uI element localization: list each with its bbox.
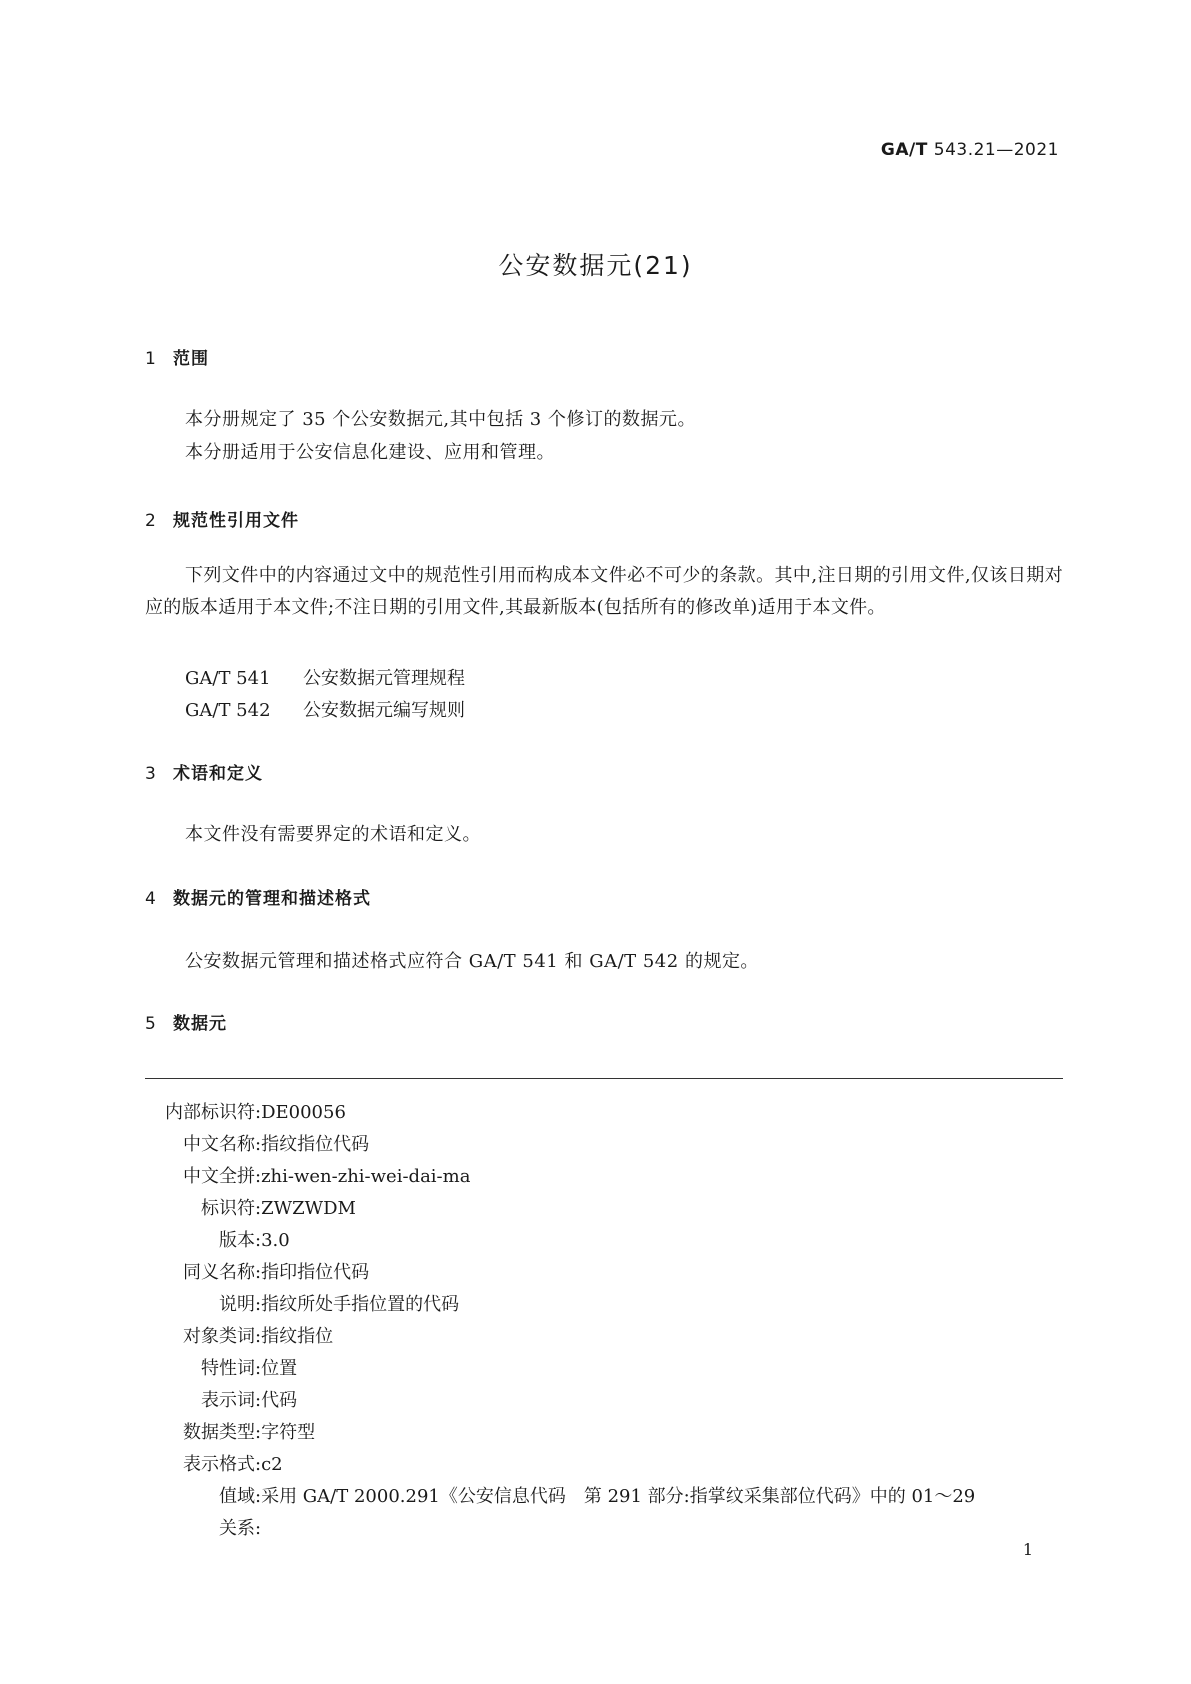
- field-separator: :: [255, 1262, 262, 1283]
- scope-paragraph-2: 本分册适用于公安信息化建设、应用和管理。: [185, 442, 555, 463]
- field-label: 值域: [219, 1486, 255, 1507]
- field-label: 数据类型: [183, 1422, 255, 1443]
- field-value: ZWZWDM: [261, 1198, 356, 1219]
- field-value-domain: [145, 1482, 975, 1508]
- standard-prefix: GA/T: [880, 140, 928, 160]
- section-title: 术语和定义: [173, 764, 263, 784]
- field-separator: :: [255, 1134, 262, 1155]
- field-description: [145, 1290, 459, 1316]
- field-value: c2: [261, 1454, 283, 1475]
- field-label: 表示词: [201, 1390, 255, 1411]
- field-value: 指印指位代码: [261, 1262, 370, 1283]
- field-format: [145, 1450, 283, 1476]
- field-label: 说明: [219, 1294, 255, 1315]
- field-property: [145, 1354, 297, 1380]
- field-synonym: [145, 1258, 369, 1284]
- field-value: 指纹所处手指位置的代码: [261, 1294, 460, 1315]
- section-heading-scope: [145, 344, 209, 369]
- standard-number: [881, 140, 1059, 160]
- field-separator: :: [255, 1326, 262, 1347]
- field-separator: :: [255, 1390, 262, 1411]
- management-paragraph: 公安数据元管理和描述格式应符合 GA/T 541 和 GA/T 542 的规定。: [185, 951, 759, 972]
- field-separator: :: [255, 1294, 262, 1315]
- field-value: 指纹指位代码: [261, 1134, 370, 1155]
- field-separator: :: [255, 1454, 262, 1475]
- field-label: 内部标识符: [165, 1102, 255, 1123]
- section-title: 数据元的管理和描述格式: [173, 889, 371, 909]
- section-number: 4: [145, 889, 157, 909]
- field-representation-term: [145, 1386, 297, 1412]
- divider: [145, 1078, 1063, 1079]
- field-value: 字符型: [261, 1422, 316, 1443]
- field-separator: :: [255, 1166, 262, 1187]
- page-title: 公安数据元(21): [498, 251, 693, 280]
- field-value: 代码: [261, 1390, 298, 1411]
- field-label: 中文名称: [183, 1134, 255, 1155]
- field-value: 采用 GA/T 2000.291《公安信息代码 第 291 部分:指掌纹采集部位代码》中的 01～29: [261, 1486, 976, 1507]
- field-value: DE00056: [261, 1102, 346, 1123]
- reference-title: 公安数据元管理规程: [303, 668, 465, 689]
- section-number: 2: [145, 511, 157, 531]
- field-separator: :: [255, 1518, 262, 1539]
- section-title: 范围: [173, 349, 209, 369]
- section-title: 规范性引用文件: [173, 511, 299, 531]
- field-label: 关系: [219, 1518, 255, 1539]
- field-value: zhi-wen-zhi-wei-dai-ma: [261, 1166, 471, 1187]
- field-pinyin: [145, 1162, 470, 1188]
- section-heading-terms: [145, 759, 263, 784]
- reference-item: [185, 696, 465, 722]
- field-data-type: [145, 1418, 315, 1444]
- section-heading-management: [145, 884, 371, 909]
- field-version: [145, 1226, 290, 1252]
- field-value: 指纹指位: [261, 1326, 334, 1347]
- field-relationship: [145, 1514, 261, 1540]
- standard-code: 543.21—2021: [933, 140, 1059, 160]
- section-title: 数据元: [173, 1014, 227, 1034]
- field-value: 3.0: [261, 1230, 290, 1251]
- references-intro: 下列文件中的内容通过文中的规范性引用而构成本文件必不可少的条款。其中,注日期的引用文件,仅该日期对应的版本适用于本文件;不注日期的引用文件,其最新版本(包括所有的修改单)适用于本文件。: [145, 565, 1063, 618]
- field-separator: :: [255, 1230, 262, 1251]
- field-label: 特性词: [201, 1358, 255, 1379]
- field-separator: :: [255, 1102, 262, 1123]
- field-identifier: [145, 1194, 356, 1220]
- reference-title: 公安数据元编写规则: [303, 700, 465, 721]
- field-separator: :: [255, 1486, 262, 1507]
- terms-paragraph: 本文件没有需要界定的术语和定义。: [185, 824, 481, 845]
- field-label: 同义名称: [183, 1262, 255, 1283]
- field-label: 标识符: [201, 1198, 255, 1219]
- field-chinese-name: [145, 1130, 369, 1156]
- scope-paragraph-1: 本分册规定了 35 个公安数据元,其中包括 3 个修订的数据元。: [185, 409, 696, 430]
- field-separator: :: [255, 1198, 262, 1219]
- section-number: 5: [145, 1014, 157, 1034]
- section-heading-references: [145, 506, 299, 531]
- reference-code: GA/T 541: [185, 668, 271, 689]
- reference-code: GA/T 542: [185, 700, 271, 721]
- field-label: 版本: [219, 1230, 255, 1251]
- field-label: 对象类词: [183, 1326, 255, 1347]
- field-internal-id: [145, 1098, 346, 1124]
- section-heading-data-elements: [145, 1009, 227, 1034]
- field-object-class: [145, 1322, 333, 1348]
- field-value: 位置: [261, 1358, 298, 1379]
- field-separator: :: [255, 1422, 262, 1443]
- section-number: 1: [145, 349, 157, 369]
- reference-item: [185, 664, 465, 690]
- field-label: 中文全拼: [183, 1166, 255, 1187]
- section-number: 3: [145, 764, 157, 784]
- field-label: 表示格式: [183, 1454, 255, 1475]
- page-number: 1: [1022, 1540, 1033, 1559]
- field-separator: :: [255, 1358, 262, 1379]
